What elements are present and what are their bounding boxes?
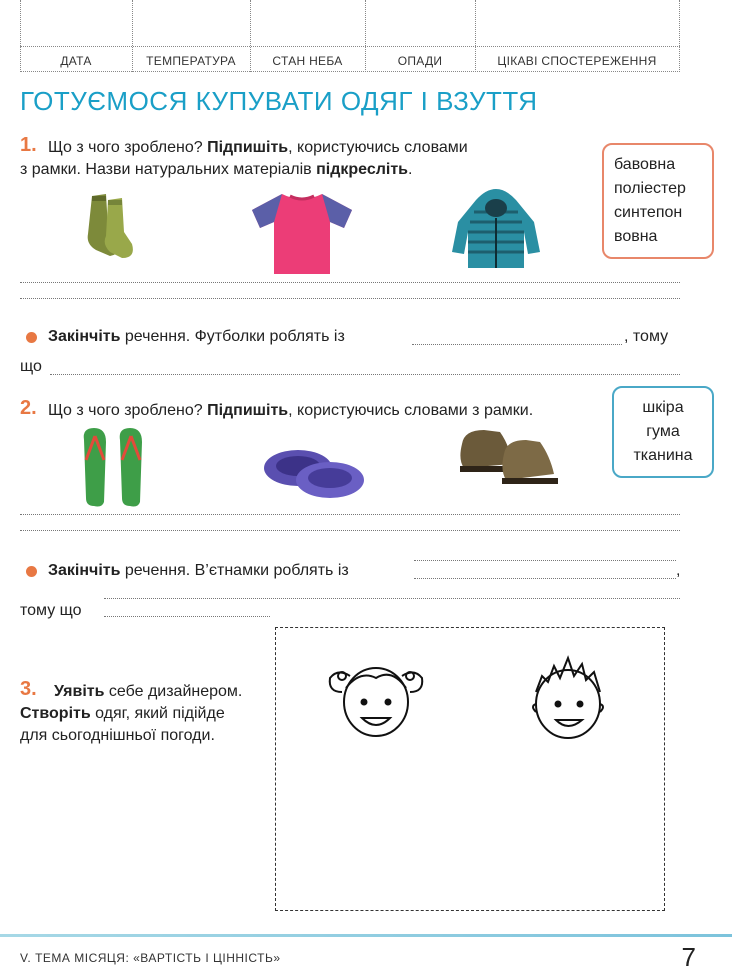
task1-line1: Що з чого зроблено? Підпишіть, користуючись словами	[48, 139, 468, 156]
answer-line[interactable]	[412, 344, 622, 345]
task3-line3: для сьогоднішньої погоди.	[20, 727, 215, 744]
task3-line2: Створіть одяг, який підійде	[20, 705, 225, 722]
sentence2-line2: тому що	[20, 602, 82, 619]
answer-line[interactable]	[20, 530, 680, 531]
jacket-icon	[448, 182, 544, 272]
tshirt-icon	[248, 190, 356, 276]
word-item: шкіра	[642, 399, 684, 416]
socks-icon	[78, 192, 138, 264]
task1-line2: з рамки. Назви натуральних матеріалів підкресліть.	[20, 161, 413, 178]
word-box-2	[612, 386, 714, 478]
task2-number: 2.	[20, 397, 37, 419]
answer-line[interactable]	[20, 298, 680, 299]
answer-line[interactable]	[104, 616, 270, 617]
answer-line[interactable]	[414, 560, 676, 561]
footer-section: V. ТЕМА МІСЯЦЯ: «ВАРТІСТЬ І ЦІННІСТЬ»	[20, 951, 281, 965]
boots-icon	[454, 424, 562, 492]
task2-line1: Що з чого зроблено? Підпишіть, користуючись словами з рамки.	[48, 402, 534, 419]
bullet-dot	[26, 332, 37, 343]
word-item: поліестер	[614, 180, 686, 197]
answer-line[interactable]	[50, 374, 680, 375]
word-item: тканина	[633, 447, 693, 464]
sentence1-text: Закінчіть речення. Футболки роблять із	[48, 328, 345, 345]
col-date: ДАТА	[60, 54, 92, 68]
page-number: 7	[681, 942, 696, 972]
col-temperature: ТЕМПЕРАТУРА	[146, 54, 236, 68]
word-item: гума	[646, 423, 680, 440]
answer-line[interactable]	[20, 514, 680, 515]
page-title: ГОТУЄМОСЯ КУПУВАТИ ОДЯГ І ВЗУТТЯ	[20, 86, 538, 116]
word-item: синтепон	[614, 204, 683, 221]
bullet-dot	[26, 566, 37, 577]
task3-number: 3.	[20, 678, 37, 700]
sentence1-tail: , тому	[624, 328, 669, 345]
answer-line[interactable]	[20, 282, 680, 283]
word-box-1	[602, 143, 714, 259]
answer-line[interactable]	[104, 598, 680, 599]
col-precipitation: ОПАДИ	[397, 54, 443, 68]
weather-table	[20, 0, 680, 72]
slippers-icon	[262, 438, 366, 502]
girl-face-icon	[320, 648, 432, 744]
flipflops-icon	[78, 426, 150, 508]
task1-number: 1.	[20, 134, 37, 156]
word-item: бавовна	[614, 156, 676, 173]
answer-line[interactable]	[414, 578, 676, 579]
col-observations: ЦІКАВІ СПОСТЕРЕЖЕННЯ	[497, 54, 657, 68]
col-sky: СТАН НЕБА	[272, 54, 343, 68]
sentence2-text: Закінчіть речення. В’єтнамки роблять із	[48, 562, 349, 579]
word-item: вовна	[614, 228, 658, 245]
task3-line1: Уявіть себе дизайнером.	[54, 683, 243, 700]
boy-face-icon	[522, 648, 614, 744]
footer-bar	[0, 934, 732, 937]
sentence1-line2: що	[20, 358, 42, 375]
sentence2-tail: ,	[676, 562, 681, 579]
